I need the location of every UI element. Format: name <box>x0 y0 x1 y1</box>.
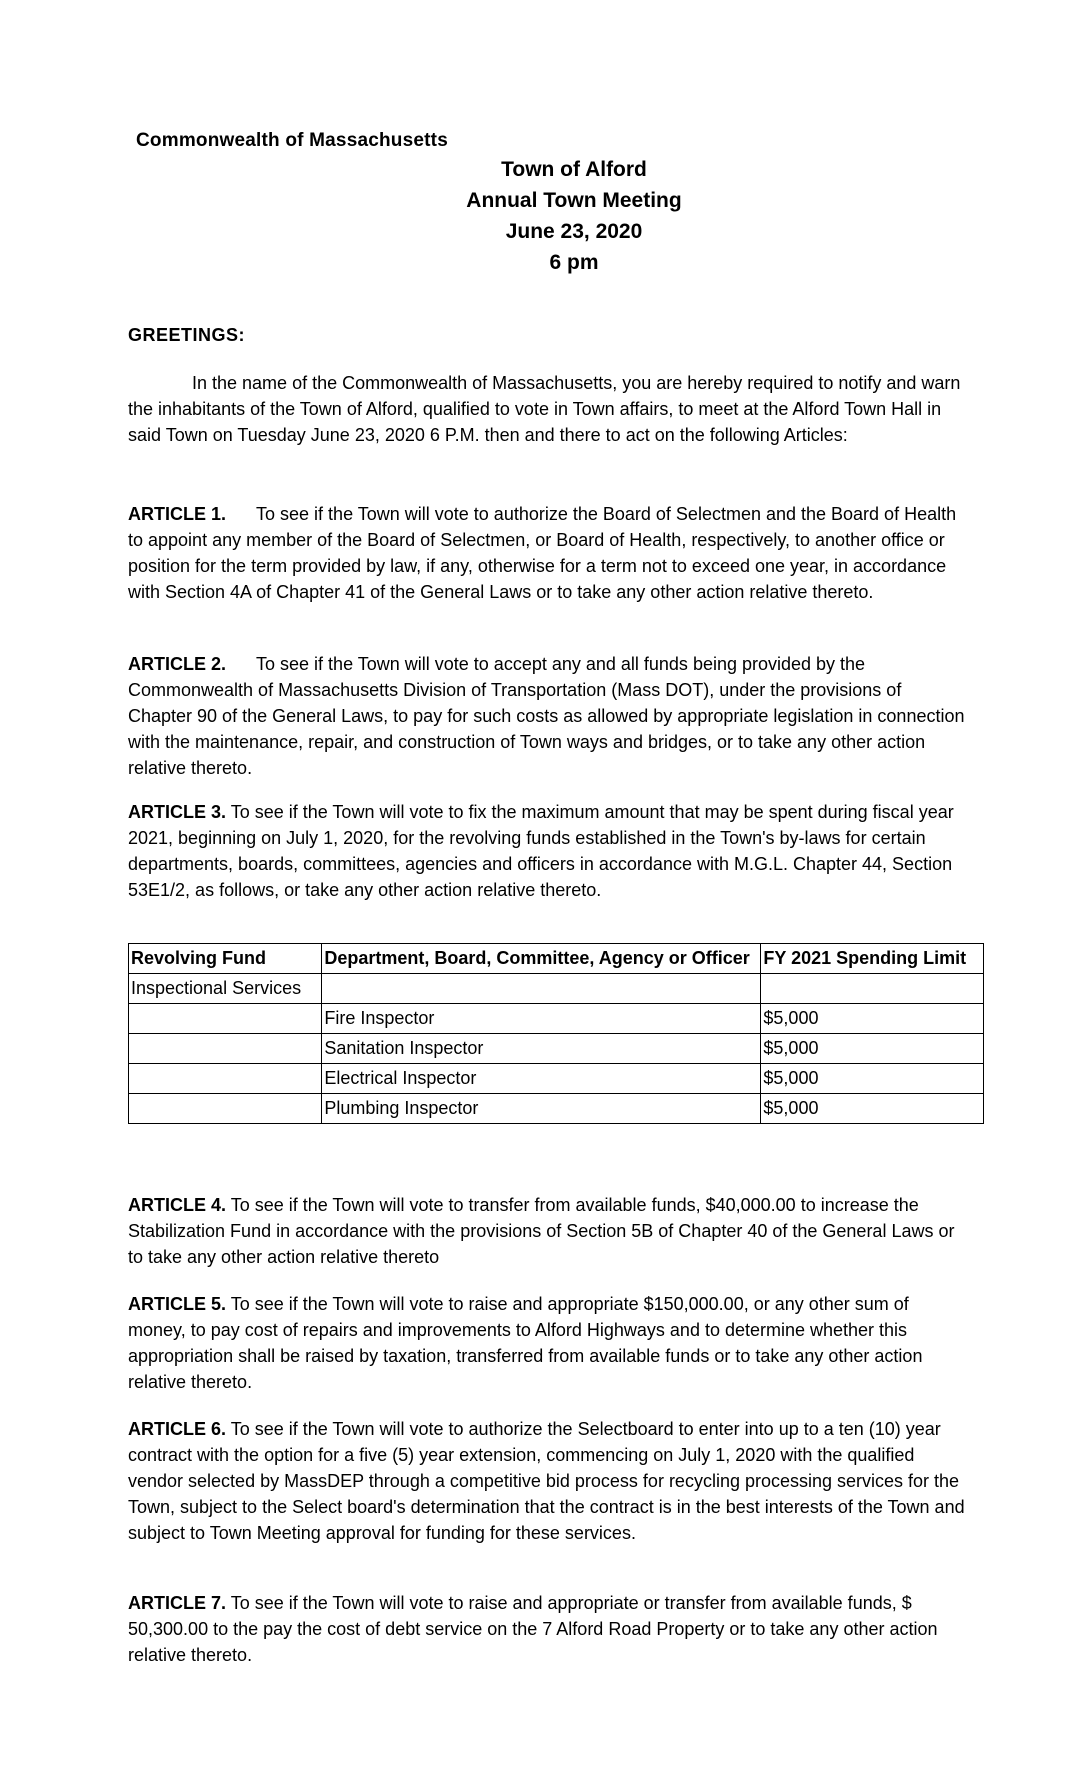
article-text: To see if the Town will vote to raise and appropriate $150,000.00, or any other sum of money, to pay cost of repairs and improvements to Alford Highways and to determine whether this appropriation shall be raised by taxation, transferred from available funds or to take any other action relative thereto. <box>128 1294 923 1392</box>
table-row <box>129 1094 984 1124</box>
article-label: ARTICLE 7. <box>128 1593 227 1613</box>
article-label: ARTICLE 4. <box>128 1195 227 1215</box>
table-cell: $5,000 <box>761 1094 984 1124</box>
article-text: To see if the Town will vote to authorize the Board of Selectmen and the Board of Health to appoint any member of the Board of Selectmen, or Board of Health, respectively, to another office or position for the term provided by law, if any, otherwise for a term not to exceed one year, in accordance with Section 4A of Chapter 41 of the General Laws or to take any other action relative thereto. <box>128 504 957 602</box>
table-cell: Inspectional Services <box>129 974 322 1004</box>
table-header-cell: Revolving Fund <box>129 944 322 974</box>
table-header-cell: FY 2021 Spending Limit <box>761 944 984 974</box>
table-cell: $5,000 <box>761 1034 984 1064</box>
table-header-row <box>129 944 984 974</box>
revolving-funds-table <box>128 943 984 1124</box>
article-6 <box>128 1416 968 1546</box>
table-row <box>129 974 984 1004</box>
state-heading: Commonwealth of Massachusetts <box>136 130 448 151</box>
town-title: Town of Alford <box>501 158 647 181</box>
table-row <box>129 1034 984 1064</box>
article-3 <box>128 799 968 903</box>
intro-paragraph: In the name of the Commonwealth of Massachusetts, you are hereby required to notify and warn the inhabitants of the Town of Alford, qualified to vote in Town affairs, to meet at the Alford Town Hall in said Town on Tuesday June 23, 2020 6 P.M. then and there to act on the following Articles: <box>128 373 961 445</box>
article-text: To see if the Town will vote to fix the maximum amount that may be spent during fiscal year 2021, beginning on July 1, 2020, for the revolving funds established in the Town's by-laws for certain departments, boards, committees, agencies and officers in accordance with M.G.L. Chapter 44, Section 53E1/2, as follows, or take any other action relative thereto. <box>128 802 954 900</box>
article-label: ARTICLE 2. <box>128 654 227 674</box>
article-text: To see if the Town will vote to transfer from available funds, $40,000.00 to increase the Stabilization Fund in accordance with the provisions of Section 5B of Chapter 40 of the General Laws or to take any other action relative thereto <box>128 1195 955 1267</box>
article-5 <box>128 1291 968 1395</box>
article-1 <box>128 501 968 605</box>
meeting-date: June 23, 2020 <box>505 220 643 243</box>
article-text: To see if the Town will vote to accept any and all funds being provided by the Commonwealth of Massachusetts Division of Transportation (Mass DOT), under the provisions of Chapter 90 of the General Laws, to pay for such costs as allowed by appropriate legislation in connection with the maintenance, repair, and construction of Town ways and bridges, or to take any other action relative thereto. <box>128 654 965 778</box>
table-cell: Sanitation Inspector <box>322 1034 761 1064</box>
article-label: ARTICLE 6. <box>128 1419 227 1439</box>
article-label: ARTICLE 3. <box>128 802 227 822</box>
article-label: ARTICLE 1. <box>128 504 227 524</box>
greetings-heading: GREETINGS: <box>128 325 246 345</box>
table-cell <box>129 1094 322 1124</box>
table-cell: $5,000 <box>761 1064 984 1094</box>
table-cell <box>322 974 761 1004</box>
table-cell <box>129 1064 322 1094</box>
table-row <box>129 1064 984 1094</box>
article-2 <box>128 651 968 781</box>
table-cell: Fire Inspector <box>322 1004 761 1034</box>
article-7 <box>128 1590 968 1668</box>
table-row <box>129 1004 984 1034</box>
table-cell: Electrical Inspector <box>322 1064 761 1094</box>
table-cell <box>129 1004 322 1034</box>
article-text: To see if the Town will vote to authorize the Selectboard to enter into up to a ten (10) year contract with the option for a five (5) year extension, commencing on July 1, 2020 with the qualified vendor selected by MassDEP through a competitive bid process for recycling processing services for the Town, subject to the Select board's determination that the contract is in the best interests of the Town and subject to Town Meeting approval for funding for these services. <box>128 1419 965 1543</box>
article-text: To see if the Town will vote to raise and appropriate or transfer from available funds, $ 50,300.00 to the pay the cost of debt service on the 7 Alford Road Property or to take any other action relative thereto. <box>128 1593 938 1665</box>
meeting-title: Annual Town Meeting <box>466 189 682 212</box>
article-4 <box>128 1192 968 1270</box>
title-block <box>0 154 1088 278</box>
table-cell <box>129 1034 322 1064</box>
table-cell: $5,000 <box>761 1004 984 1034</box>
table-cell: Plumbing Inspector <box>322 1094 761 1124</box>
article-label: ARTICLE 5. <box>128 1294 227 1314</box>
meeting-time: 6 pm <box>549 251 599 274</box>
table-cell <box>761 974 984 1004</box>
table-header-cell: Department, Board, Committee, Agency or Officer <box>322 944 761 974</box>
